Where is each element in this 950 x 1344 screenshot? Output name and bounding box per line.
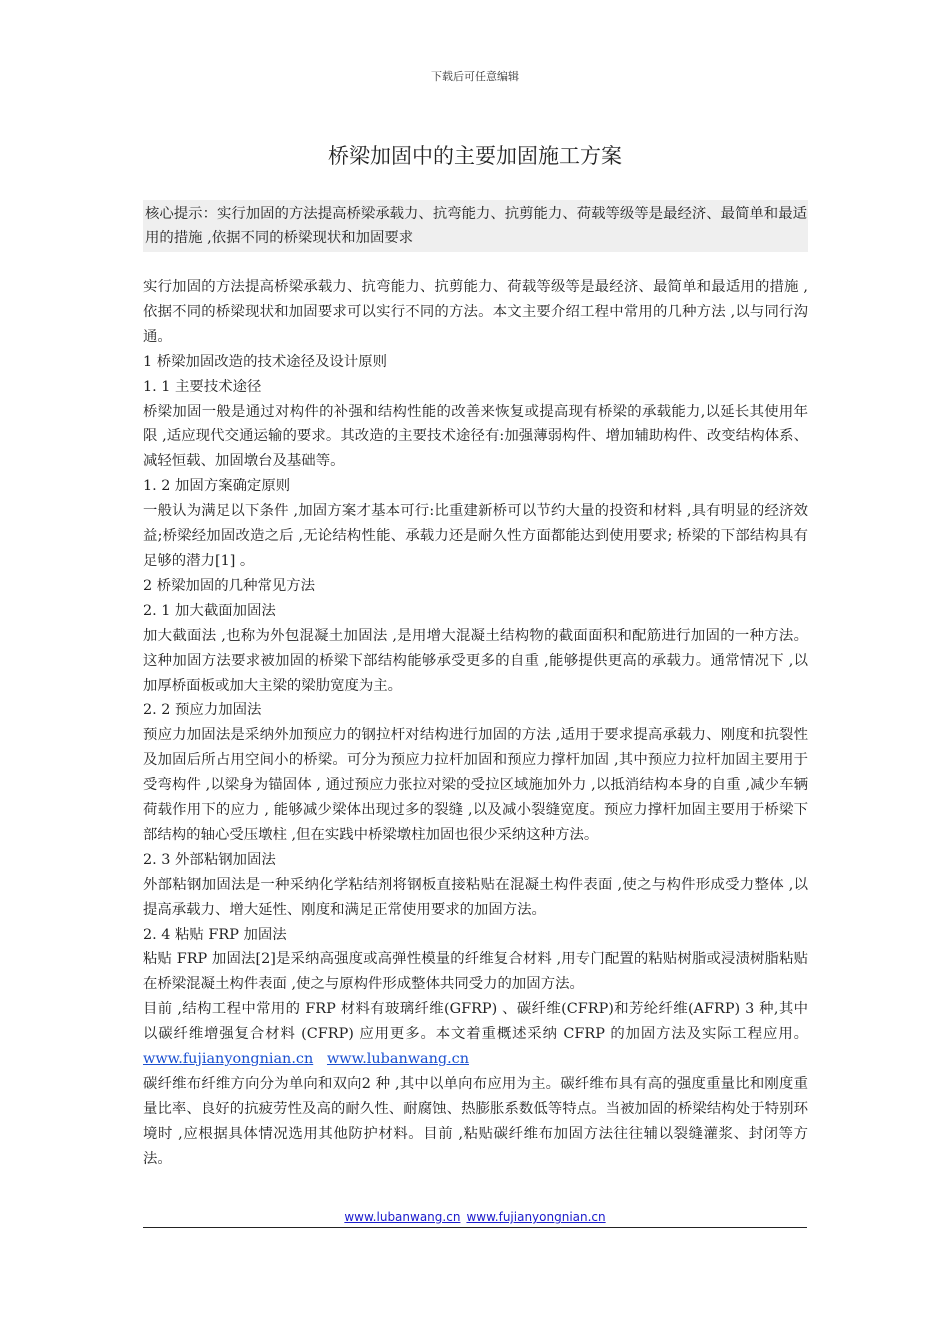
summary-box	[143, 200, 808, 252]
paragraph-intro: 实行加固的方法提高桥梁承载力、抗弯能力、抗剪能力、荷载等级等是最经济、最简单和最适用的措施 ,依据不同的桥梁现状和加固要求可以实行不同的方法。本文主要介绍工程中常用的几种方法 ,以与同行沟通。	[143, 279, 808, 345]
inline-link-fujianyongnian[interactable]: www.fujianyongnian.cn	[143, 1051, 314, 1068]
paragraph-steel-bonding: 外部粘钢加固法是一种采纳化学粘结剂将钢板直接粘贴在混凝土构件表面 ,使之与构件形成受力整体 ,以提高承载力、增大延性、刚度和满足正常使用要求的加固方法。	[143, 876, 808, 918]
subsection-heading-2-1: 2. 1 加大截面加固法	[143, 602, 276, 619]
download-note: 下载后可任意编辑	[431, 70, 519, 83]
paragraph-frp-materials	[143, 997, 808, 1072]
subsection-heading-2-3: 2. 3 外部粘钢加固法	[143, 851, 276, 868]
section-heading-2: 2 桥梁加固的几种常见方法	[143, 577, 316, 594]
footer-link-fujianyongnian[interactable]: www.fujianyongnian.cn	[466, 1210, 606, 1224]
paragraph-prestress: 预应力加固法是采纳外加预应力的钢拉杆对结构进行加固的方法 ,适用于要求提高承载力、刚度和抗裂性及加固后所占用空间小的桥梁。可分为预应力拉杆加固和预应力撑杆加固 ,其中预应力拉杆加固主要用于受弯构件 ,以梁身为锚固体 , 通过预应力张拉对梁的受拉区域施加外力 ,以抵消结构本身的自重 ,减少车辆荷载作用下的应力 , 能够减少梁体出现过多的裂缝 ,以及减小裂缝宽度。预应力撑杆加固主要用于桥梁下部结构的轴心受压墩柱 ,但在实践中桥梁墩柱加固也很少采纳这种方法。	[143, 727, 808, 843]
paragraph-frp: 粘贴 FRP 加固法[2]是采纳高强度或高弹性模量的纤维复合材料 ,用专门配置的粘贴树脂或浸渍树脂粘贴在桥梁混凝土构件表面 ,使之与原构件形成整体共同受力的加固方法。	[143, 951, 808, 993]
subsection-heading-2-4: 2. 4 粘贴 FRP 加固法	[143, 926, 287, 943]
subsection-heading-1-2: 1. 2 加固方案确定原则	[143, 478, 291, 495]
paragraph-enlarged-section: 加大截面法 ,也称为外包混凝土加固法 ,是用增大混凝土结构物的截面面积和配筋进行加固的一种方法。这种加固方法要求被加固的桥梁下部结构能够承受更多的自重 ,能够提供更高的承载力。通常情况下 ,以加厚桥面板或加大主梁的梁肋宽度为主。	[143, 627, 808, 694]
paragraph-technical-approach: 桥梁加固一般是通过对构件的补强和结构性能的改善来恢复或提高现有桥梁的承载能力,以延长其使用年限 ,适应现代交通运输的要求。其改造的主要技术途径有:加强薄弱构件、增加辅助构件、改变结构体系、减轻恒载、加固墩台及基础等。	[143, 403, 808, 470]
paragraph-frp-materials-text: 目前 ,结构工程中常用的 FRP 材料有玻璃纤维(GFRP) 、碳纤维(CFRP)和芳纶纤维(AFRP) 3 种,其中以碳纤维增强复合材料 (CFRP) 应用更多。本文着重概述采纳 CFRP 的加固方法及实际工程应用。	[143, 1001, 808, 1043]
footer-links	[0, 1210, 950, 1224]
subsection-heading-1-1: 1. 1 主要技术途径	[143, 378, 262, 395]
document-body	[143, 275, 808, 1172]
footer-divider	[143, 1227, 807, 1228]
subsection-heading-2-2: 2. 2 预应力加固法	[143, 702, 262, 719]
document-title: 桥梁加固中的主要加固施工方案	[328, 144, 622, 168]
paragraph-carbon-fiber: 碳纤维布纤维方向分为单向和双向2 种 ,其中以单向布应用为主。碳纤维布具有高的强度重量比和刚度重量比率、良好的抗疲劳性及高的耐久性、耐腐蚀、热膨胀系数低等特点。当被加固的桥梁结构处于特别环境时 ,应根据具体情况选用其他防护材料。目前 ,粘贴碳纤维布加固方法往往辅以裂缝灌浆、封闭等方法。	[143, 1076, 808, 1167]
inline-link-lubanwang[interactable]: www.lubanwang.cn	[326, 1051, 469, 1068]
summary-text: 核心提示：实行加固的方法提高桥梁承载力、抗弯能力、抗剪能力、荷载等级等是最经济、最简单和最适用的措施 ,依据不同的桥梁现状和加固要求	[145, 206, 807, 246]
footer-link-lubanwang[interactable]: www.lubanwang.cn	[344, 1210, 461, 1224]
paragraph-principles: 一般认为满足以下条件 ,加固方案才基本可行:比重建新桥可以节约大量的投资和材料 ,具有明显的经济效益;桥梁经加固改造之后 ,无论结构性能、承载力还是耐久性方面都能达到使用要求; 桥梁的下部结构具有足够的潜力[1] 。	[143, 503, 808, 569]
section-heading-1: 1 桥梁加固改造的技术途径及设计原则	[143, 353, 387, 370]
